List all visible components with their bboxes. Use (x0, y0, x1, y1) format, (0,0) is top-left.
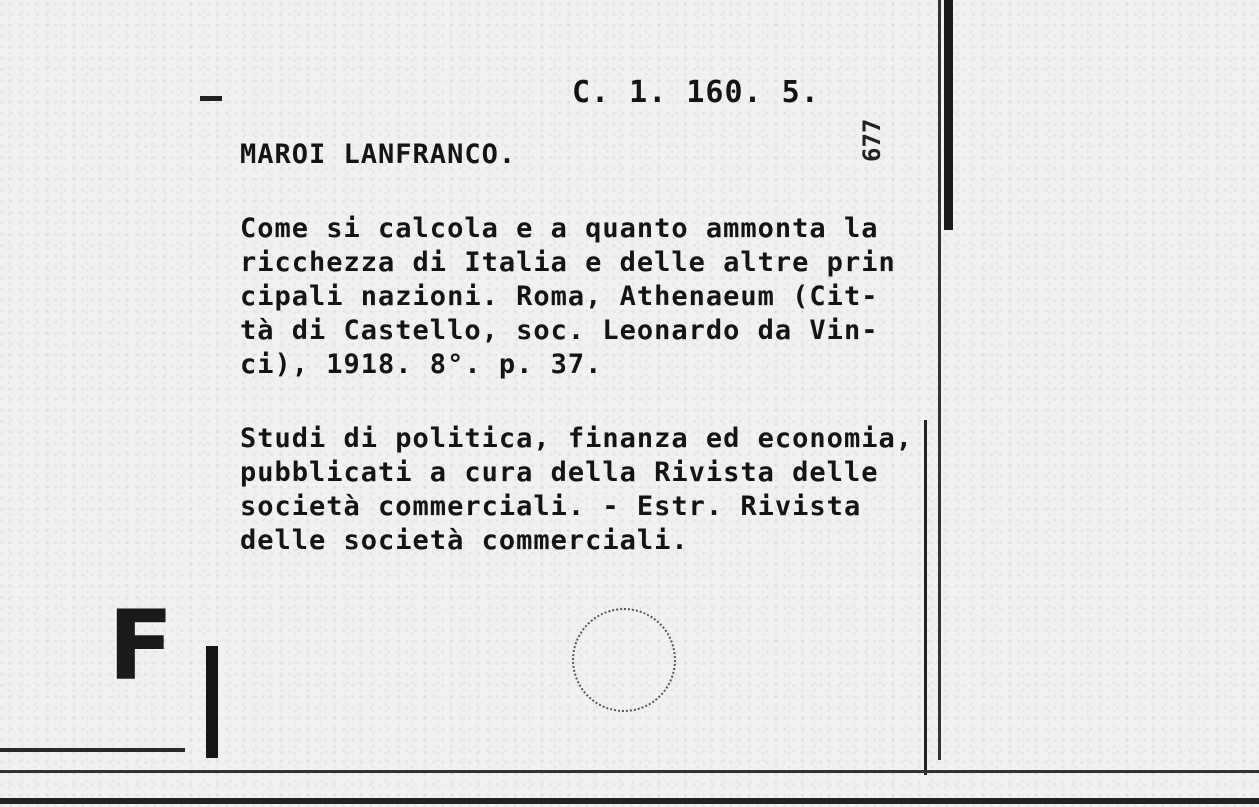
bracket-mark (206, 646, 218, 758)
series-note: Studi di politica, finanza ed economia, pubblicati a cura della Rivista delle società commerciali. - Estr. Rivista delle società commerciali. (240, 423, 913, 556)
card-bottom-edge (0, 770, 1259, 773)
punch-hole (572, 608, 676, 712)
handwritten-number: 677 (858, 118, 886, 162)
call-number: C. 1. 160. 5. (572, 75, 820, 110)
author-heading: MAROI LANFRANCO. (240, 139, 517, 170)
drawer-letter: F (108, 590, 174, 702)
card-border-right (938, 0, 941, 760)
left-margin-stroke (0, 748, 185, 752)
scan-bottom-edge (0, 798, 1259, 804)
title-description: Come si calcola e a quanto ammonta la ricchezza di Italia e delle altre prin cipali nazioni. Roma, Athenaeum (Cit- tà di Castello, soc. Leonardo da Vin- ci), 1918. 8°. p. 37. (240, 213, 896, 380)
card-edge-lower (924, 420, 927, 775)
bracket-top-mark (200, 96, 222, 101)
card-edge-mark (944, 0, 953, 230)
